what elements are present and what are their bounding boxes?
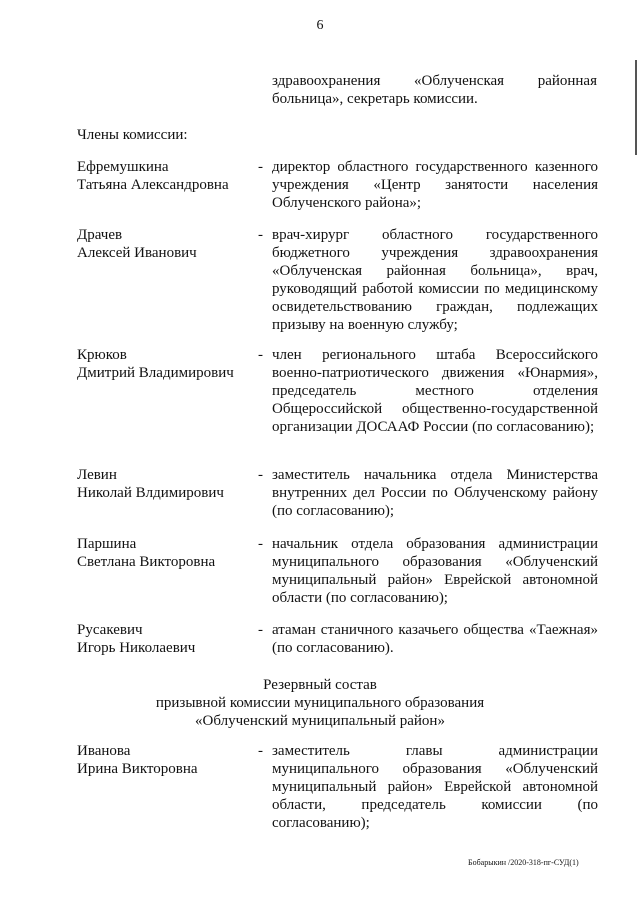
member-role: директор областного государственного казенного учреждения «Центр занятости населения Облученского района»; [272, 159, 598, 211]
page-number: 6 [316, 18, 324, 33]
member-surname: Ефремушкина [77, 159, 169, 175]
member-name [77, 466, 257, 502]
member-surname: Драчев [77, 227, 123, 243]
member-given-names: Дмитрий Владимирович [77, 365, 234, 381]
entry-dash: - [258, 743, 263, 759]
reserve-composition-heading [0, 676, 640, 730]
member-given-names: Николай Влдимирович [77, 485, 224, 501]
member-given-names: Игорь Николаевич [77, 640, 196, 656]
member-given-names: Алексей Иванович [77, 245, 197, 261]
reserve-heading-line: Резервный состав [263, 677, 377, 693]
member-surname: Крюков [77, 347, 127, 363]
reserve-heading-line: «Облученский муниципальный район» [195, 713, 445, 729]
entry-dash: - [258, 467, 263, 483]
member-name [77, 742, 257, 778]
member-role: врач-хирург областного государственного бюджетного учреждения здравоохранения «Облученская районная больница», врач, руководящий работой комиссии по медицинскому освидетельствованию граждан, подлежащих призыву на военную службу; [272, 227, 598, 333]
member-given-names: Татьяна Александровна [77, 177, 229, 193]
members-heading: Члены комиссии: [77, 127, 188, 143]
member-name [77, 535, 257, 571]
member-role: член регионального штаба Всероссийского военно-патриотического движения «Юнармия», председатель местного отделения Общероссийской общественно-государственной организации ДОСААФ России (по согласованию); [272, 347, 598, 435]
member-surname: Русакевич [77, 622, 143, 638]
member-name [77, 621, 257, 657]
member-role: атаман станичного казачьего общества «Таежная» (по согласованию). [272, 622, 598, 656]
member-role: заместитель главы администрации муниципального образования «Облученский муниципальный район» Еврейской автономной области, председатель комиссии (по согласованию); [272, 743, 598, 831]
entry-dash: - [258, 536, 263, 552]
member-name [77, 346, 257, 382]
member-surname: Паршина [77, 536, 137, 552]
member-given-names: Светлана Викторовна [77, 554, 216, 570]
member-name [77, 158, 257, 194]
member-given-names: Ирина Викторовна [77, 761, 198, 777]
entry-dash: - [258, 622, 263, 638]
document-reference-code: Бобарыкин /2020-318-пг-СУД(1) [468, 858, 579, 867]
entry-dash: - [258, 227, 263, 243]
member-name [77, 226, 257, 262]
entry-dash: - [258, 159, 263, 175]
member-surname: Иванова [77, 743, 131, 759]
entry-dash: - [258, 347, 263, 363]
scan-edge-mark [635, 60, 637, 155]
reserve-heading-line: призывной комиссии муниципального образования [155, 695, 485, 711]
member-role: начальник отдела образования администрации муниципального образования «Облученский муниципальный район» Еврейской автономной области (по согласованию); [272, 536, 598, 606]
member-surname: Левин [77, 467, 117, 483]
intro-continuation-text: здравоохранения «Облученская районная больница», секретарь комиссии. [272, 73, 597, 107]
member-role: заместитель начальника отдела Министерства внутренних дел России по Облученскому району (по согласованию); [272, 467, 598, 519]
